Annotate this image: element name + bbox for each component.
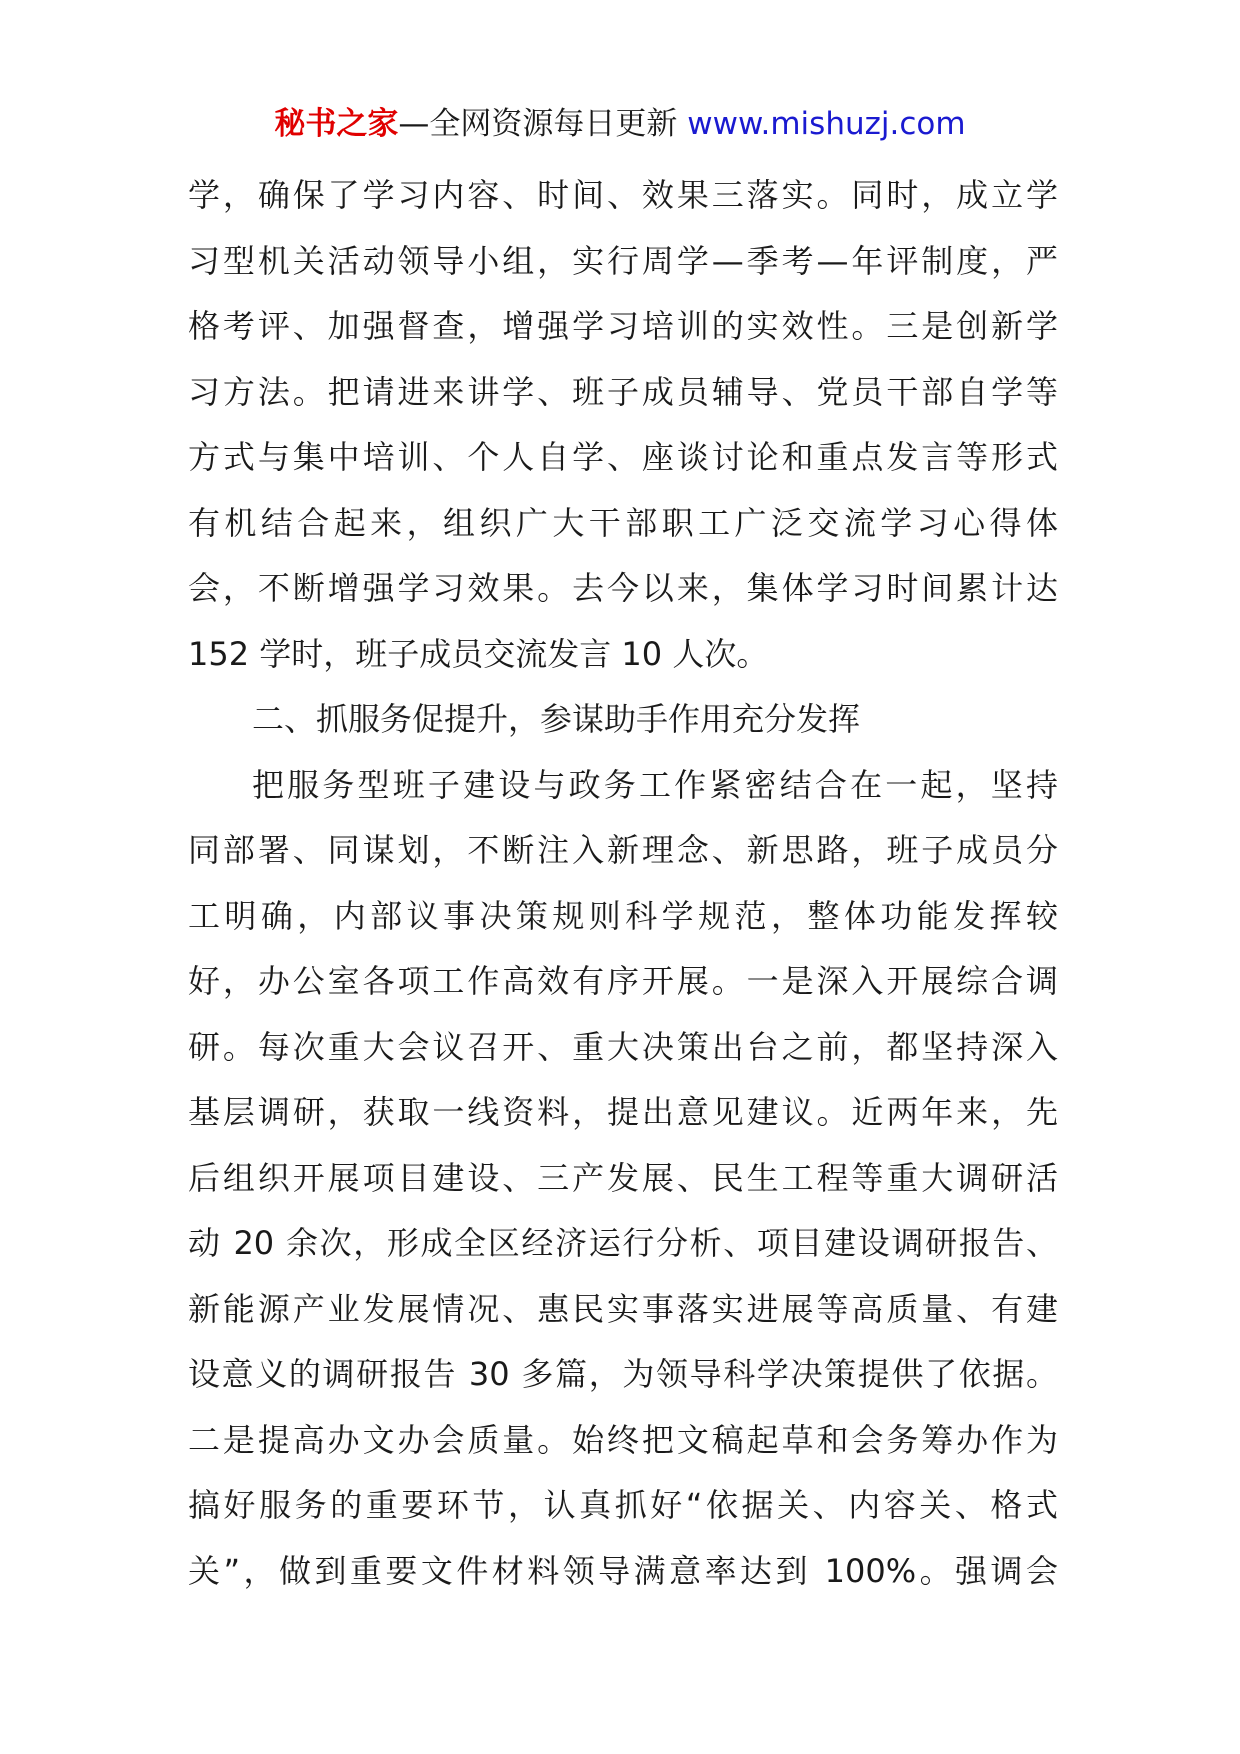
text-line: 研。每次重大会议召开、重大决策出台之前，都坚持深入 bbox=[188, 1027, 1058, 1066]
text-line: 工明确，内部议事决策规则科学规范，整体功能发挥较 bbox=[188, 896, 1058, 935]
site-url[interactable]: www.mishuzj.com bbox=[687, 106, 966, 142]
text-line: 152 学时，班子成员交流发言 10 人次。 bbox=[188, 634, 769, 673]
text-line: 格考评、加强督查，增强学习培训的实效性。三是创新学 bbox=[188, 307, 1058, 345]
brand-name: 秘书之家 bbox=[274, 106, 399, 142]
text-line: 把服务型班子建设与政务工作紧密结合在一起，坚持 bbox=[252, 765, 1058, 804]
text-line: 基层调研，获取一线资料，提出意见建议。近两年来，先 bbox=[188, 1093, 1058, 1131]
text-line: 有机结合起来，组织广大干部职工广泛交流学习心得体 bbox=[188, 503, 1058, 542]
text-line: 学，确保了学习内容、时间、效果三落实。同时，成立学 bbox=[188, 176, 1058, 214]
section-heading: 二、抓服务促提升，参谋助手作用充分发挥 bbox=[252, 700, 861, 738]
page-header bbox=[0, 100, 1240, 148]
text-line: 习方法。把请进来讲学、班子成员辅导、党员干部自学等 bbox=[188, 372, 1058, 411]
text-line: 新能源产业发展情况、惠民实事落实进展等高质量、有建 bbox=[188, 1289, 1058, 1328]
text-line: 关”，做到重要文件材料领导满意率达到 100%。强调会 bbox=[188, 1551, 1058, 1590]
text-line: 搞好服务的重要环节，认真抓好“依据关、内容关、格式 bbox=[188, 1486, 1058, 1524]
text-line: 会，不断增强学习效果。去今以来，集体学习时间累计达 bbox=[188, 569, 1058, 607]
text-line: 动 20 余次，形成全区经济运行分析、项目建设调研报告、 bbox=[188, 1224, 1058, 1262]
text-line: 同部署、同谋划，不断注入新理念、新思路，班子成员分 bbox=[188, 831, 1058, 869]
document-body bbox=[188, 163, 1058, 1604]
text-line: 习型机关活动领导小组，实行周学—季考—年评制度，严 bbox=[188, 241, 1058, 280]
text-line: 后组织开展项目建设、三产发展、民生工程等重大调研活 bbox=[188, 1158, 1058, 1197]
text-line: 方式与集中培训、个人自学、座谈讨论和重点发言等形式 bbox=[188, 438, 1058, 476]
text-line: 好，办公室各项工作高效有序开展。一是深入开展综合调 bbox=[188, 962, 1058, 1000]
text-line: 设意义的调研报告 30 多篇，为领导科学决策提供了依据。 bbox=[188, 1355, 1058, 1393]
header-slogan: —全网资源每日更新 bbox=[398, 106, 688, 142]
text-line: 二是提高办文办会质量。始终把文稿起草和会务筹办作为 bbox=[188, 1420, 1058, 1459]
